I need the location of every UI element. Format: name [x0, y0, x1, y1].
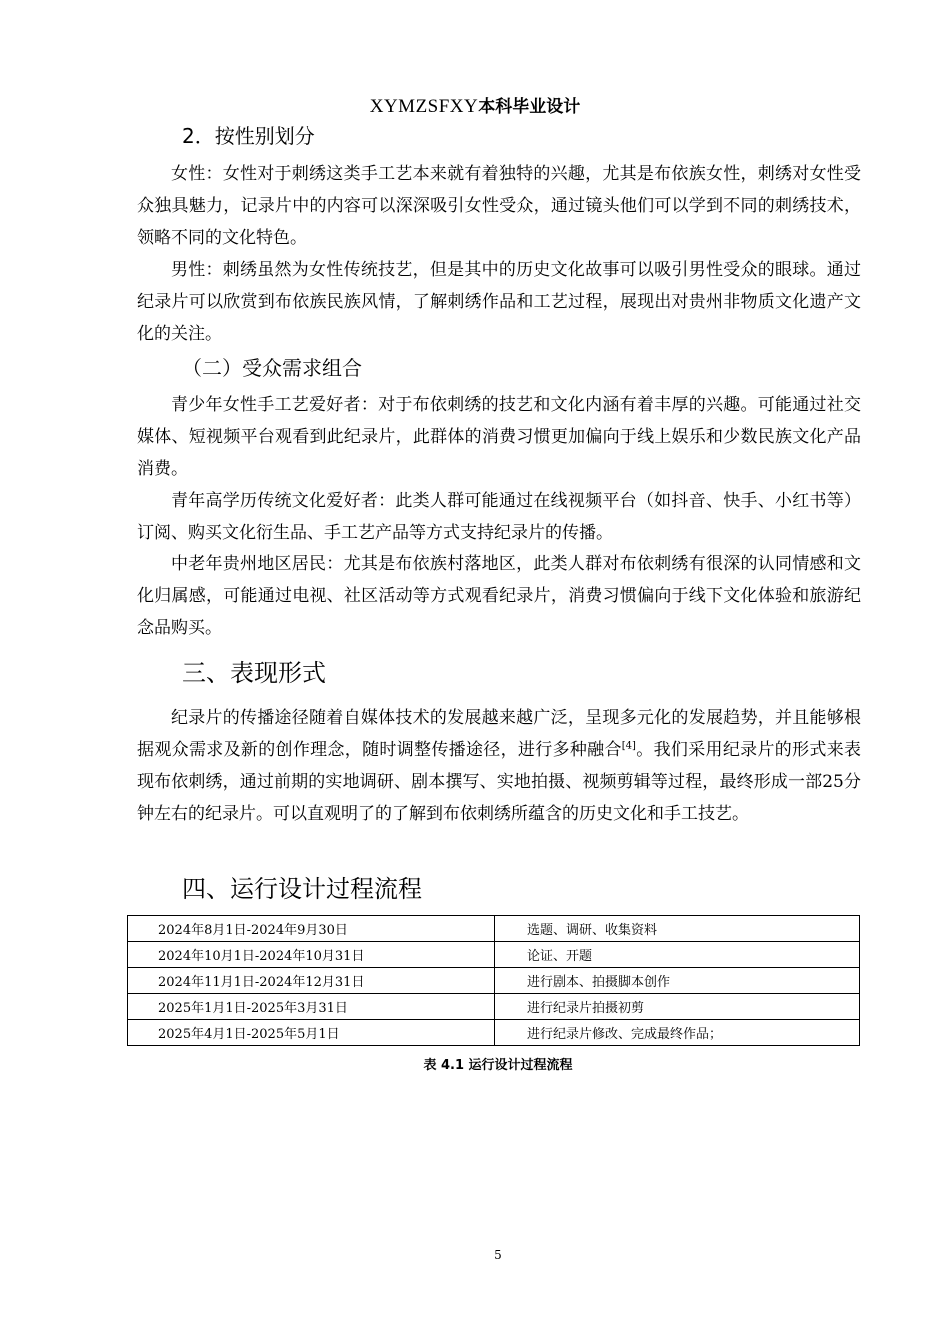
heading-audience-needs: （二）受众需求组合 — [182, 356, 362, 380]
table-row — [128, 968, 860, 994]
paragraph-presentation-form — [137, 702, 861, 830]
running-header — [0, 92, 950, 121]
paragraph-young-educated: 青年高学历传统文化爱好者：此类人群可能通过在线视频平台（如抖音、快手、小红书等）订阅、购买文化衍生品、手工艺产品等方式支持纪录片的传播。 — [137, 491, 861, 543]
heading-process-flow: 四、运行设计过程流程 — [182, 875, 422, 903]
task-cell: 进行纪录片修改、完成最终作品； — [495, 1020, 860, 1046]
citation-ref: [4] — [621, 740, 636, 752]
header-code: XYMZSFXY — [369, 96, 479, 117]
paragraph-male: 男性：刺绣虽然为女性传统技艺，但是其中的历史文化故事可以吸引男性受众的眼球。通过纪录片可以欣赏到布依族民族风情，了解刺绣作品和工艺过程，展现出对贵州非物质文化遗产文化的关注。 — [137, 260, 861, 344]
task-cell: 选题、调研、收集资料 — [495, 916, 860, 942]
task-cell: 进行剧本、拍摄脚本创作 — [495, 968, 860, 994]
heading-presentation-form: 三、表现形式 — [182, 659, 326, 687]
table-row — [128, 916, 860, 942]
period-cell: 2024年11月1日-2024年12月31日 — [128, 968, 495, 994]
table-row — [128, 1020, 860, 1046]
period-cell: 2025年4月1日-2025年5月1日 — [128, 1020, 495, 1046]
heading-by-gender: 2．按性别划分 — [182, 124, 315, 148]
paragraph-teen-women: 青少年女性手工艺爱好者：对于布依刺绣的技艺和文化内涵有着丰厚的兴趣。可能通过社交媒体、短视频平台观看到此纪录片，此群体的消费习惯更加偏向于线上娱乐和少数民族文化产品消费。 — [137, 395, 861, 479]
table-row — [128, 942, 860, 968]
task-cell: 论证、开题 — [495, 942, 860, 968]
header-label: 本科毕业设计 — [478, 97, 581, 117]
paragraph-elderly-residents: 中老年贵州地区居民：尤其是布依族村落地区，此类人群对布依刺绣有很深的认同情感和文化归属感，可能通过电视、社区活动等方式观看纪录片，消费习惯偏向于线下文化体验和旅游纪念品购买。 — [137, 554, 861, 638]
table-row — [128, 994, 860, 1020]
paragraph-female: 女性：女性对于刺绣这类手工艺本来就有着独特的兴趣，尤其是布依族女性，刺绣对女性受众独具魅力，记录片中的内容可以深深吸引女性受众，通过镜头他们可以学到不同的刺绣技术，领略不同的文化特色。 — [137, 164, 861, 248]
process-table — [127, 915, 860, 1046]
form-text-before-ref: 纪录片的传播途径随着自媒体技术的发展越来越广泛，呈现多元化的发展趋势，并且能够根据观众需求及新的创作理念，随时调整传播途径，进行多种融合 — [137, 708, 861, 760]
table-caption: 表 4.1 运行设计过程流程 — [423, 1058, 573, 1073]
period-cell: 2025年1月1日-2025年3月31日 — [128, 994, 495, 1020]
task-cell: 进行纪录片拍摄初剪 — [495, 994, 860, 1020]
period-cell: 2024年10月1日-2024年10月31日 — [128, 942, 495, 968]
form-text-after-ref: 。我们采用纪录片的形式来表现布依刺绣，通过前期的实地调研、剧本撰写、实地拍摄、视频剪辑等过程，最终形成一部25分钟左右的纪录片。可以直观明了的了解到布依刺绣所蕴含的历史文化和手工技艺。 — [137, 740, 862, 824]
period-cell: 2024年8月1日-2024年9月30日 — [128, 916, 495, 942]
page-number: 5 — [494, 1248, 502, 1262]
